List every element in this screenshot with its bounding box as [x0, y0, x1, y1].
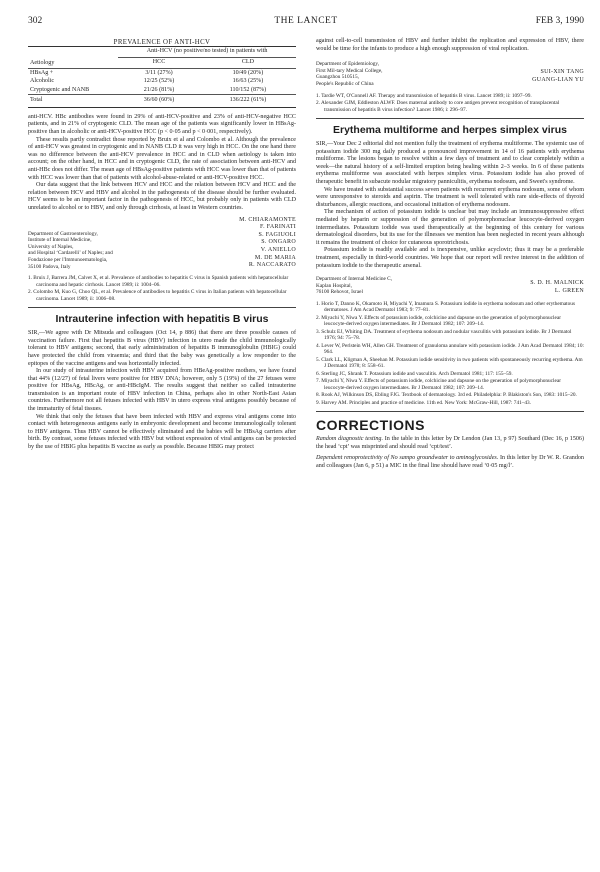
reference: 1. Bruix J, Barrera JM, Calvet X, et al. Prevalence of antibodies to hepatitis C virus in Spanish patients with hepatocellular carcinoma and hepatic cirrhosis. Lancet 1989; ii: 1004–06.: [28, 275, 289, 288]
page-number: 302: [28, 16, 43, 26]
issue-date: FEB 3, 1990: [535, 16, 584, 26]
reference: 9. Harvey AM. Principles and practice of medicine. 11th ed. New York: McGraw-Hill, 1987: 741–43.: [316, 399, 532, 406]
table-caption: PREVALENCE OF ANTI-HCV: [28, 38, 296, 47]
col-group-header: Anti-HCV (no positive/no tested) in patients with: [118, 47, 296, 57]
cell-cld: 136/222 (61%): [200, 95, 296, 107]
author-name: L. GREEN: [554, 287, 584, 294]
author-list: [474, 57, 584, 87]
table-row: [28, 69, 296, 78]
affiliation-line: Institute of Internal Medicine,: [28, 237, 92, 244]
table-total-row: [28, 95, 296, 107]
affiliation-line: People's Republic of China: [316, 80, 374, 87]
row-label: Total: [28, 95, 118, 107]
affiliation-line: University of Naples,: [28, 243, 74, 250]
row-label: Alcoholic: [30, 78, 55, 85]
left-column: [28, 38, 296, 452]
divider: [28, 307, 296, 308]
affiliation-line: Fondazione per l'Immunoematologia,: [28, 256, 108, 263]
reference-list: [316, 301, 584, 407]
signature-block: [316, 57, 584, 87]
cell-cld: 10/49 (20%): [232, 69, 264, 76]
cell-hcc: 36/60 (60%): [118, 95, 200, 107]
signature-block: [28, 217, 296, 271]
corrections-heading: CORRECTIONS: [316, 417, 425, 434]
correction-item: [316, 455, 584, 470]
cell-hcc: 21/26 (81%): [143, 86, 175, 93]
affiliation: [316, 274, 466, 296]
correction-item: [316, 436, 584, 451]
affiliation-line: First Mil‑tary Medical College,: [316, 67, 383, 74]
paragraph: The mechanism of action of potassium iodide is unclear but may include an immunosuppressive effect mediated by heparin or suppression of the generation of polymorphonuclear leucocyte-derived oxygen intermediates. Potassium iodide was used therapeutically at the beginning of this century for various dermatological disorders, but its use for the illnesses we mention has been neglected in recent years although it remains the treatment of choice for cutaneous sporotrichosis.: [316, 209, 584, 246]
affiliation-line: Guangzhou 510515,: [316, 74, 359, 81]
correction-text: In the table in this letter by Dr Lendon (Jan 13, p 97) Southard (Dec 16, p 1506) the head ‘cpt’ was misprinted and should read ‘cpt/test’.: [316, 436, 584, 450]
col-aetiology: Aetiology: [28, 47, 118, 69]
affiliation-line: 35100 Padova, Italy: [28, 263, 71, 270]
author-name: S. FAGIUOLI: [258, 231, 296, 238]
reference: 2. Alexander GJM, Eddleston ALWF. Does maternal antibody to core antigen prevent recognition of transplacental transmission of hepatitis B virus infection? Lancet 1986; i: 296–97.: [316, 100, 560, 113]
affiliation-line: 76100 Rehovot, Israel: [316, 289, 363, 296]
divider: [316, 118, 584, 119]
right-column: [316, 38, 584, 474]
paragraph: Our data suggest that the link between HCV and HCC and the relation between HCV and HCC and the relation between HCV and HBV and alcohol in the pathogenesis of the disease should be further evaluated. HCV seems to be an important factor in the pathogenesis of HCC, but probably only in patients with CLD unrelated to alcohol or to HBV, and only through cirrhosis, at least in Western countries.: [28, 182, 296, 211]
reference: 4. Lever W, Perlstein WH, Allen GH. Treatment of granuloma annulare with potassium iodide. J Am Acad Dermatol 1984; 10: 964.: [316, 342, 584, 356]
col-hcc: HCC: [118, 57, 200, 68]
correction-lead: Random diagnostic testing.: [316, 436, 384, 443]
reference: 2. Miyachi Y, Niwa Y. Effects of potassium iodide, colchicine and dapsone on the generation of polymorphonuclear leucocyte-derived oxygen intermediates. Br J Dermatol 1982; 107: 209–14.: [316, 314, 561, 328]
affiliation-line: Kaplan Hospital,: [316, 282, 352, 289]
author-name: V. ANIELLO: [260, 246, 296, 253]
author-name: R. NACCARATO: [248, 262, 296, 269]
author-name: M. DE MARIA: [254, 254, 296, 261]
author-name: S. ONGARO: [261, 239, 296, 246]
cell-hcc: 3/11 (27%): [145, 69, 173, 76]
reference: 8. Rook AJ, Wilkinson DS, Ebling FJG. Textbook of dermatology. 3rd ed. Philadelphia: P. Blakiston's Son, 1983: 1015–20.: [316, 392, 577, 399]
reference: 2. Colombo M, Kuo G, Choo QL, et al. Prevalence of antibodies to hepatitis C virus in Italian patients with hepatocellular carcinoma. Lancet 1989; ii: 1006–08.: [28, 289, 287, 302]
paragraph: In our study of intrauterine infection with HBV acquired from HBeAg-positive mothers, we have found that 44% (12/27) of fetal livers were positive for HBV DNA; however, only 5 (19%) of the 27 fetuses were positive for HBsAg, HBcAg, or anti-HBcIgM. The results suggest that neither so called intrauterine transmission is an important route of HBV infection in China, perhaps also in other North-East Asian countries. Furthermore not all fetuses infected with HBV in utero express viral antigens possibly because of the immaturity of fetal tissues.: [28, 368, 296, 413]
reference: 6. Sterling JC, Shrank T. Potassium iodide and vasculitis. Arch Dermatol 1981; 117: 155–59.: [316, 370, 513, 377]
cell-hcc: 12/25 (52%): [143, 78, 175, 85]
paragraph: We think that only the fetuses that have been infected with HBV and express viral antigens come into contact with heterogeneous antigens early in embryonic development and become immunologically tolerant to HBV antigens. Thus HBV cannot be effectively eliminated and the babies will be HBsAg carriers after birth. By contrast, some fetuses infected with HBV but without expression of viral antigens can be protected by the use of HBIG plus hepatitis B vaccine as early as possible. Because HBIG may protect: [28, 413, 296, 451]
journal-title: THE LANCET: [274, 16, 338, 26]
reference: 7. Miyachi Y, Niwa Y. Effects of potassium iodide, colchicine and dapsone on the generation of polymorphonuclear leucocyte-derived oxygen intermediates. Br J Dermatol 1982; 107: 209–14.: [316, 378, 561, 391]
author-name: S. D. H. MALNICK: [530, 280, 584, 287]
reference: 5. Clark LL, Kligman A, Sheehan M. Potassium iodide sensitivity in two patients with spontaneously recurring erythema. Am J Dermatol 1978; 8: 558–61.: [316, 356, 583, 370]
running-header: [28, 16, 584, 30]
paragraph: We have treated with substantial success seven patients with recurrent erythema nodosum, some of whom were unresponsive to steroids and aspirin. The treatment is well tolerated with rare side-effects of thyroid disturbances, allergic reactions, and occasional initiation of erythema nodosum.: [316, 186, 584, 208]
cell-cld: 110/152 (87%): [229, 86, 267, 93]
affiliation: [28, 217, 178, 271]
author-name: M. CHIARAMONTE: [239, 216, 296, 223]
author-name: F. FARINATI: [259, 224, 296, 231]
author-name: GUANG-LIAN YU: [532, 76, 584, 83]
reference: 1. Horio T, Danno K, Okamoto H, Miyachi Y, Imamura S. Potassium iodide in erythema nodosum and other erythematous dermatoses. J Am Acad Dermatol 1983; 9: 77–81.: [316, 300, 576, 314]
affiliation-line: and Hospital ‘Cardarelli’ of Naples; and: [28, 250, 113, 257]
reference: 3. Schulz EJ, Whiting DA. Treatment of erythema nodosum and nodular vasculitis with potassium iodide. Br J Dermatol 1976; 94: 75–78.: [316, 328, 572, 342]
prevalence-table: [28, 38, 296, 108]
paragraph: Potassium iodide is readily available and is inexpensive, unlike acyclovir; thus it may be a preferable treatment, especially in third-world countries. We hope that our report will revive interest in the addition of potassium iodide to the therapeutic arsenal.: [316, 247, 584, 269]
row-label: Cryptogenic and NANB: [30, 86, 90, 93]
col-cld: CLD: [200, 57, 296, 68]
affiliation-line: Department of Internal Medicine C,: [316, 276, 393, 283]
affiliation: [316, 57, 466, 87]
author-list: [186, 217, 296, 271]
paragraph: SIR,—Your Dec 2 editorial did not mention fully the treatment of erythema multiforme. The systemic use of potassium iodide 300 mg daily produced a pronounced improvement in 14 of 16 patients with erythema multiforme. The lesions began to resolve within a few days of treatment and to clear completely within a week—the natural history of a self-limited eruption being healing within 2–3 weeks. In 6 of these patients erythema multiforme was associated with herpes simplex virus. Potassium iodide has also proved of therapeutic benefit in subacute nodular migratory panniculitis, erythema nodosum, and Sweet's syndrome.: [316, 141, 584, 186]
paragraph: SIR,—We agree with Dr Mitsuda and colleagues (Oct 14, p 886) that there are three possible causes of vaccination failure. First that hepatitis B virus (HBV) infection in utero made the child immunologically tolerant to HBV antigens; second, that early administration of hepatitis B immunoglobulin (HBIG) could have protected the child from viraemia; and third that the baby was genetically a low responder to the epitopes of the vaccine antigens and was horizontally infected.: [28, 330, 296, 367]
table-row: [28, 78, 296, 86]
letter-title: Erythema multiforme and herpes simplex virus: [333, 124, 567, 137]
reference-list: [28, 275, 296, 302]
correction-lead: Dependent renoprotectivity of No sampo groundwater to aminoglycosides.: [316, 455, 499, 462]
paragraph: anti-HCV. HBc antibodies were found in 29% of anti-HCV-positive and 23% of anti-HCV-negative HCC patients, and in 21% of cryptogenic CLD. The mean age of the patients was significantly lower in HBsAg-positive than in alcoholic or anti-HCV-positive HCC (p < 0·05 and p < 0·001, respectively).: [28, 113, 296, 136]
author-name: SUI-XIN TANG: [540, 69, 584, 76]
paragraph: These results partly contradict those reported by Bruix et al and Colombo et al. Although the prevalence of anti-HCV was greatest in cryptogenic and in NANB CLD it was very high in HCC. On the one hand there was no difference between the anti-HCV prevalence in HCC and in CLD when aetiology is taken into account; on the other hand, in HCC and in cryptogenic CLD, the rate of association between anti-HCV and anti-HBc does not differ. The mean age of HBsAg-positive patients with HCC was lower than that of patients with HCC was lower than that of patients with alcohol-abuse-related or anti-HCV-positive HCC.: [28, 136, 296, 181]
author-list: [474, 274, 584, 296]
reference-list: [316, 93, 584, 114]
signature-block: [316, 274, 584, 296]
letter-title: Intrauterine infection with hepatitis B virus: [55, 313, 269, 326]
affiliation-line: Department of Epidemiology,: [316, 61, 380, 68]
reference: 1. Tardie WT, O'Connell AF. Therapy and transmission of hepatitis B virus. Lancet 1989; ii: 1097–99.: [316, 92, 532, 99]
affiliation-line: Department of Gastroenterology,: [28, 230, 98, 237]
correction-text: In this letter by Dr W. R. Grandon and colleagues (Jan 6, p 51) a MIC in the final line should have read ‘0·05 mg/l’.: [316, 455, 584, 469]
paragraph: against cell-to-cell transmission of HBV and further inhibit the replication and expression of HBV, there would be time for the infants to produce a high enough suppression of viral replication.: [316, 38, 584, 52]
row-label: HBsAg +: [30, 69, 54, 76]
table-row: [28, 86, 296, 95]
divider: [316, 411, 584, 412]
cell-cld: 16/63 (25%): [232, 78, 264, 85]
